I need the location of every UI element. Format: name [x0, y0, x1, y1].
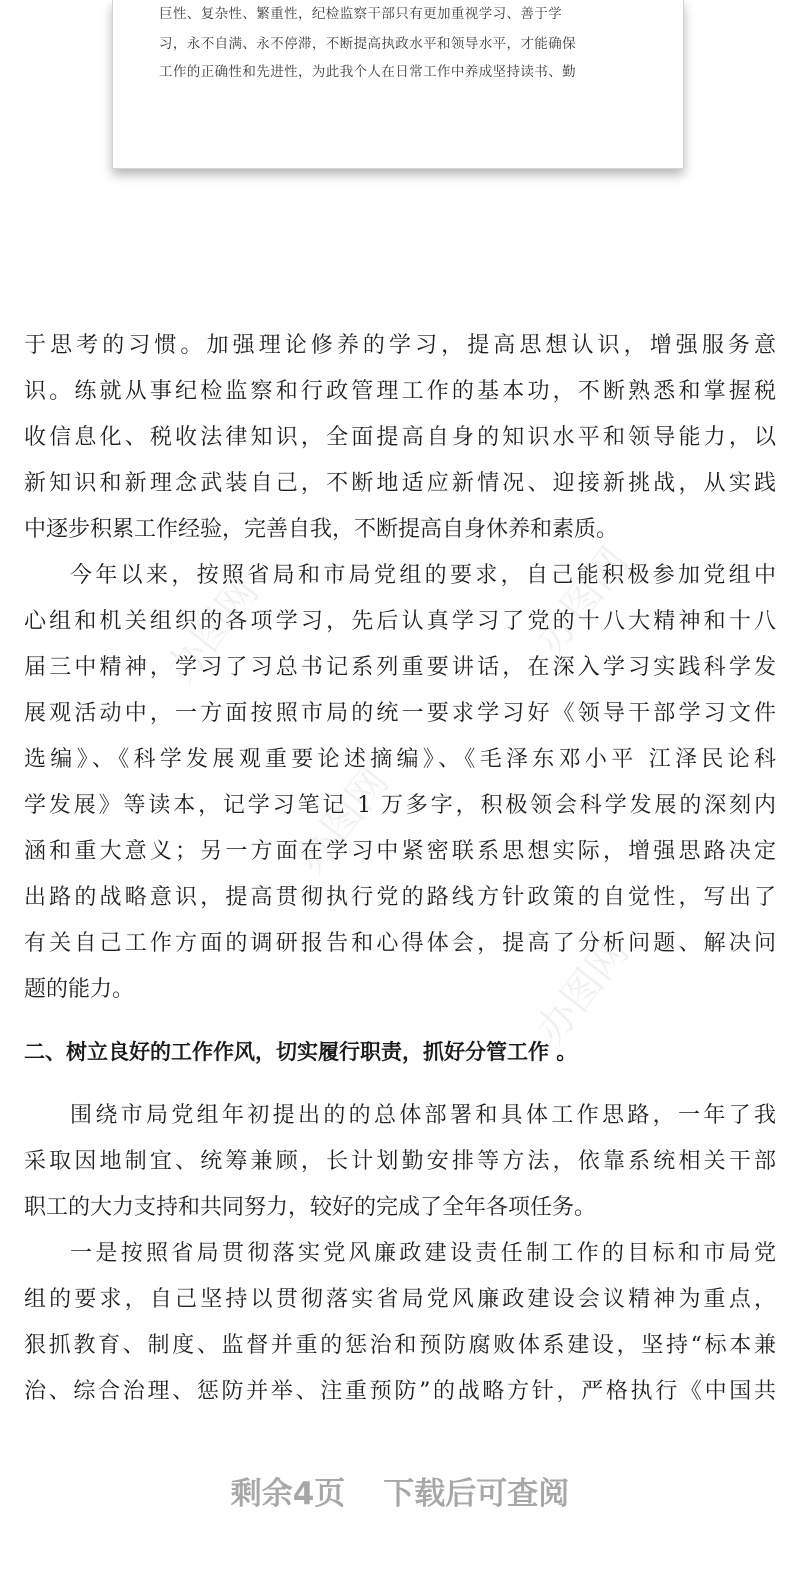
- preview-line: 工作的正确性和先进性，为此我个人在日常工作中养成坚持读书、勤: [159, 64, 576, 80]
- paragraph-line: 新知识和新理念武装自己，不断地适应新情况、迎接新挑战，从实践: [24, 471, 776, 496]
- paragraph-line: 收信息化、税收法律知识，全面提高自身的知识水平和领导能力，以: [24, 425, 776, 450]
- watermark: 办图网: [527, 539, 638, 663]
- paragraph-line: 心组和机关组织的各项学习，先后认真学习了党的十八大精神和十八: [24, 609, 776, 634]
- preview-line: 巨性、复杂性、繁重性，纪检监察干部只有更加重视学习、善于学: [159, 6, 563, 22]
- paragraph-line: 狠抓教育、制度、监督并重的惩治和预防腐败体系建设，坚持“标本兼: [24, 1333, 776, 1358]
- paragraph-line: 一是按照省局贯彻落实党风廉政建设责任制工作的目标和市局党: [70, 1241, 776, 1266]
- paragraph-line: 题的能力。: [24, 977, 135, 1002]
- paragraph-line: 采取因地制宜、统筹兼顾，长计划勤安排等方法，依靠系统相关干部: [24, 1149, 776, 1174]
- paragraph-line: 学发展》等读本，记学习笔记 1 万多字，积极领会科学发展的深刻内: [24, 793, 776, 818]
- paragraph-line: 涵和重大意义；另一方面在学习中紧密联系思想实际，增强思路决定: [24, 839, 776, 864]
- paragraph-line: 组的要求，自己坚持以贯彻落实省局党风廉政建设会议精神为重点，: [24, 1287, 776, 1312]
- paragraph-line: 今年以来，按照省局和市局党组的要求，自己能积极参加党组中: [70, 563, 776, 588]
- preview-line: 习，永不自满、永不停滞，不断提高执政水平和领导水平，才能确保: [159, 36, 576, 52]
- preview-page-card: [112, 0, 684, 169]
- paragraph-line: 届三中精神，学习了习总书记系列重要讲话，在深入学习实践科学发: [24, 655, 776, 680]
- paragraph-line: 有关自己工作方面的调研报告和心得体会，提高了分析问题、解决问: [24, 931, 776, 956]
- download-prompt-banner[interactable]: [0, 1464, 800, 1524]
- paragraph-line: 职工的大力支持和共同努力，较好的完成了全年各项任务。: [24, 1195, 597, 1220]
- paragraph-line: 展观活动中，一方面按照市局的统一要求学习好《领导干部学习文件: [24, 701, 776, 726]
- remaining-pages-label: 剩余4页: [230, 1476, 346, 1512]
- watermark: 办图网: [527, 929, 638, 1053]
- section-heading: 二、树立良好的工作作风，切实履行职责，抓好分管工作 。: [24, 1040, 578, 1064]
- paragraph-line: 治、综合治理、惩防并举、注重预防”的战略方针，严格执行《中国共: [24, 1379, 776, 1404]
- download-hint-label: 下载后可查阅: [383, 1476, 570, 1512]
- paragraph-line: 围绕市局党组年初提出的的总体部署和具体工作思路，一年了我: [70, 1103, 776, 1128]
- paragraph-line: 识。练就从事纪检监察和行政管理工作的基本功，不断熟悉和掌握税: [24, 379, 776, 404]
- watermark: 办图网: [157, 569, 268, 693]
- paragraph-line: 出路的战略意识，提高贯彻执行党的路线方针政策的自觉性，写出了: [24, 885, 776, 910]
- paragraph-line: 选编》、《科学发展观重要论述摘编》、《毛泽东邓小平 江泽民论科: [24, 747, 776, 772]
- paragraph-line: 中逐步积累工作经验，完善自我，不断提高自身休养和素质。: [24, 517, 619, 542]
- paragraph-line: 于思考的习惯。加强理论修养的学习，提高思想认识，增强服务意: [24, 333, 776, 358]
- watermark: 办图网: [287, 759, 398, 883]
